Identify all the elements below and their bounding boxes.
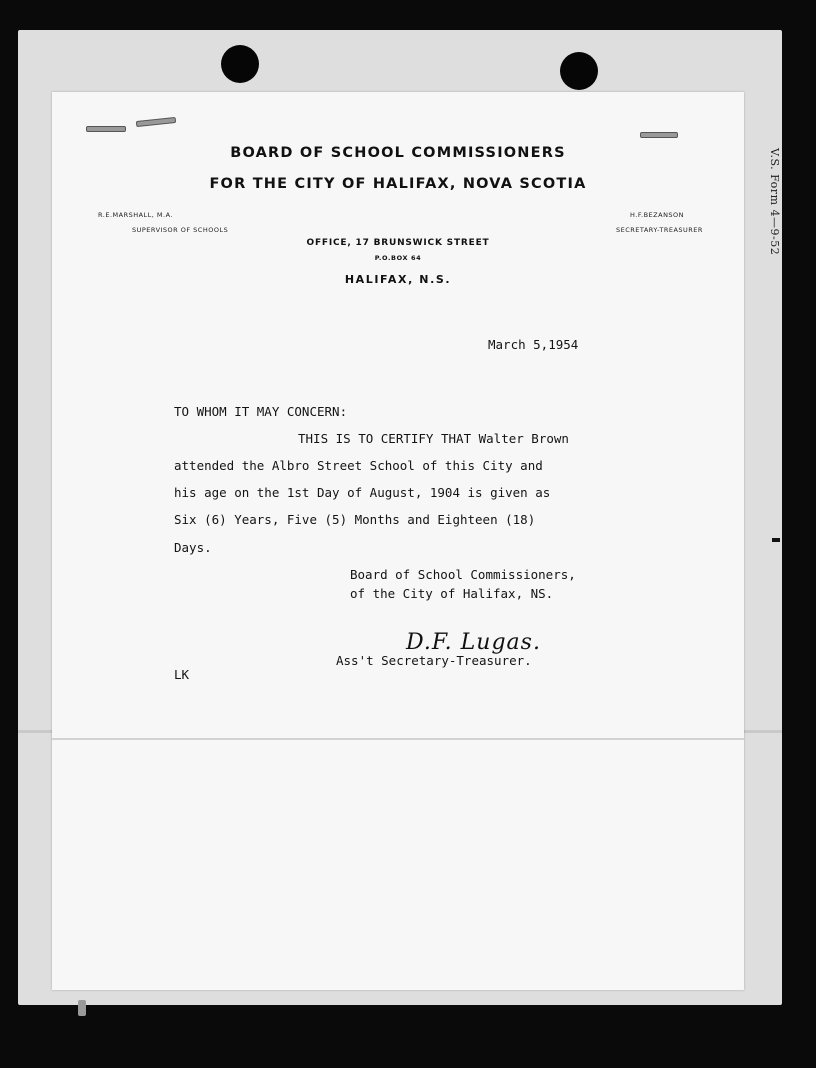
- letter-date: March 5,1954: [488, 337, 579, 352]
- staple-right: [640, 132, 678, 138]
- closing-city: of the City of Halifax, NS.: [350, 586, 554, 601]
- office-address: OFFICE, 17 BRUNSWICK STREET: [306, 238, 490, 248]
- salutation: TO WHOM IT MAY CONCERN:: [174, 404, 348, 419]
- signer-title: Ass't Secretary-Treasurer.: [336, 653, 532, 668]
- body-line: THIS IS TO CERTIFY THAT Walter Brown: [298, 431, 569, 446]
- letterhead-title: BOARD OF SCHOOL COMMISSIONERS: [230, 145, 566, 161]
- certificate-letter: [52, 92, 744, 990]
- po-box: P.O.BOX 64: [374, 254, 422, 262]
- body-line: attended the Albro Street School of this City and: [174, 458, 543, 473]
- staple-left-2: [136, 117, 176, 127]
- edge-mark: [78, 1000, 86, 1016]
- typist-initials: LK: [174, 667, 190, 682]
- letterhead-city: HALIFAX, N.S.: [344, 273, 452, 286]
- punch-hole-right: [560, 52, 598, 90]
- secretary-name: H.F.BEZANSON: [630, 211, 685, 219]
- supervisor-title: SUPERVISOR OF SCHOOLS: [132, 226, 229, 234]
- letterhead-subtitle: FOR THE CITY OF HALIFAX, NOVA SCOTIA: [209, 176, 587, 192]
- staple-left-1: [86, 126, 126, 132]
- secretary-title: SECRETARY-TREASURER: [616, 226, 703, 234]
- edge-mark: [772, 538, 780, 542]
- body-line: his age on the 1st Day of August, 1904 is given as: [174, 485, 551, 500]
- handwritten-signature: D.F. Lugas.: [406, 630, 541, 655]
- letter-fold: [52, 738, 744, 740]
- supervisor-name: R.E.MARSHALL, M.A.: [98, 211, 174, 219]
- body-line: Days.: [174, 540, 212, 555]
- form-number-label: V.S. Form 4—9-52: [768, 148, 781, 256]
- body-line: Six (6) Years, Five (5) Months and Eighteen (18): [174, 512, 536, 527]
- punch-hole-left: [221, 45, 259, 83]
- closing-board-name: Board of School Commissioners,: [350, 567, 576, 582]
